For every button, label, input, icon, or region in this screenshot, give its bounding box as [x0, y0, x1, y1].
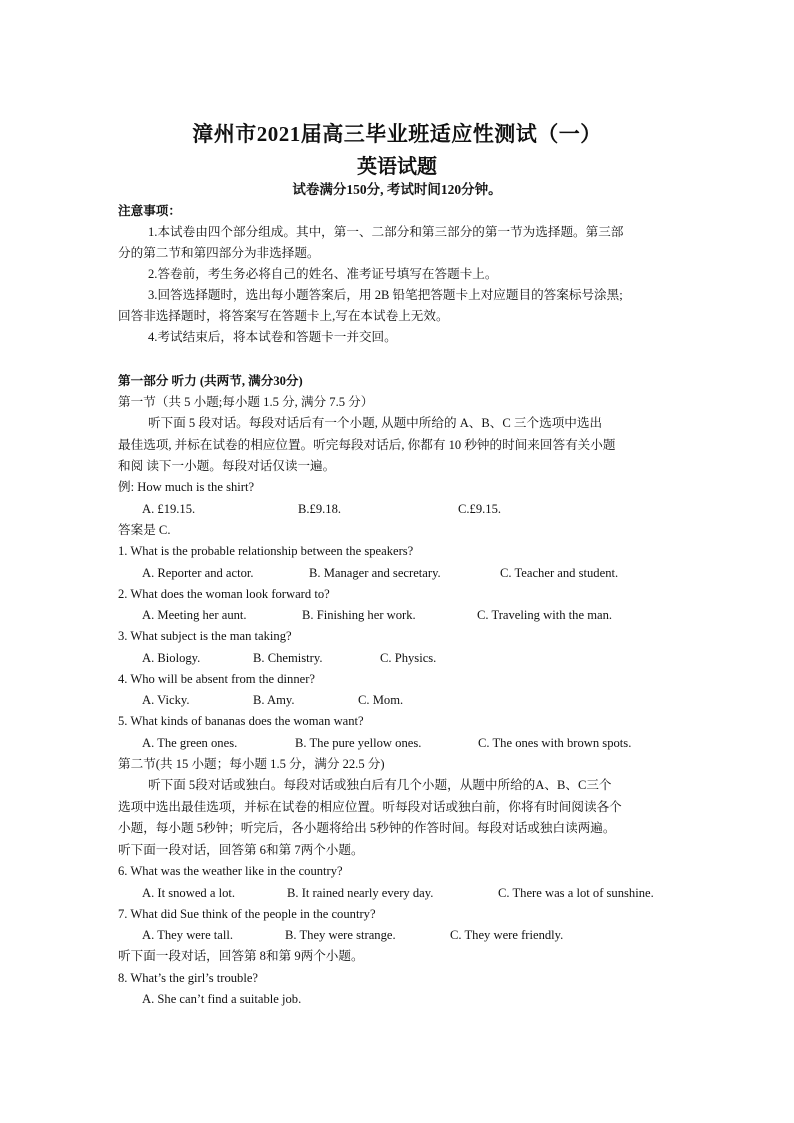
- group2-instructions: 听下面一段对话，回答第 8和第 9两个小题。: [118, 949, 364, 963]
- section1-instructions: 和阅 读下一小题。每段对话仅读一遍。: [118, 459, 336, 473]
- q4-option-b: B. Amy.: [253, 693, 295, 707]
- q2-option-a: A. Meeting her aunt.: [142, 608, 247, 622]
- question-6: 6. What was the weather like in the country?: [118, 864, 343, 878]
- subject-title: 英语试题: [357, 156, 437, 178]
- notice-item: 3.回答选择题时，选出每小题答案后，用 2B 铅笔把答题卡上对应题目的答案标号涂黑;: [148, 288, 623, 302]
- notice-item: 分的第二节和第四部分为非选择题。: [118, 246, 320, 260]
- question-3: 3. What subject is the man taking?: [118, 629, 292, 643]
- q5-option-c: C. The ones with brown spots.: [478, 736, 632, 750]
- q5-option-a: A. The green ones.: [142, 736, 238, 750]
- q7-option-b: B. They were strange.: [285, 928, 396, 942]
- q1-option-b: B. Manager and secretary.: [309, 566, 441, 580]
- notice-item: 1.本试卷由四个部分组成。其中，第一、二部分和第三部分的第一节为选择题。第三部: [148, 225, 624, 239]
- q5-option-b: B. The pure yellow ones.: [295, 736, 422, 750]
- question-2: 2. What does the woman look forward to?: [118, 587, 330, 601]
- q8-option-a: A. She can’t find a suitable job.: [142, 992, 302, 1006]
- example-option-c: C.£9.15.: [458, 502, 502, 516]
- question-7: 7. What did Sue think of the people in the country?: [118, 907, 376, 921]
- section2-instructions: 听下面 5段对话或独白。每段对话或独白后有几个小题，从题中所给的A、B、C三个: [148, 778, 612, 792]
- q6-option-a: A. It snowed a lot.: [142, 886, 236, 900]
- section1-instructions: 听下面 5 段对话。每段对话后有一个小题, 从题中所给的 A、B、C 三个选项中选出: [148, 416, 603, 430]
- group1-instructions: 听下面一段对话，回答第 6和第 7两个小题。: [118, 843, 364, 857]
- q4-option-a: A. Vicky.: [142, 693, 190, 707]
- section1-instructions: 最佳选项, 并标在试卷的相应位置。听完每段对话后, 你都有 10 秒钟的时间来回答有关小题: [118, 438, 616, 452]
- example-option-a: A. £19.15.: [142, 502, 196, 516]
- q6-option-b: B. It rained nearly every day.: [287, 886, 434, 900]
- q2-option-c: C. Traveling with the man.: [477, 608, 613, 622]
- q1-option-c: C. Teacher and student.: [500, 566, 619, 580]
- question-5: 5. What kinds of bananas does the woman want?: [118, 714, 364, 728]
- question-4: 4. Who will be absent from the dinner?: [118, 672, 316, 686]
- notice-heading: 注意事项：: [118, 204, 181, 218]
- page-title: 漳州市2021届高三毕业班适应性测试（一）: [192, 122, 602, 146]
- question-1: 1. What is the probable relationship between the speakers?: [118, 544, 414, 558]
- question-8: 8. What’s the girl’s trouble?: [118, 971, 259, 985]
- example-answer: 答案是 C.: [118, 523, 171, 537]
- q4-option-c: C. Mom.: [358, 693, 404, 707]
- notice-item: 4.考试结束后，将本试卷和答题卡一并交回。: [148, 330, 397, 344]
- q3-option-c: C. Physics.: [380, 651, 437, 665]
- q7-option-a: A. They were tall.: [142, 928, 234, 942]
- section1-heading: 第一节（共 5 小题;每小题 1.5 分, 满分 7.5 分）: [118, 395, 374, 409]
- q6-option-c: C. There was a lot of sunshine.: [498, 886, 654, 900]
- q7-option-c: C. They were friendly.: [450, 928, 564, 942]
- example-option-b: B.£9.18.: [298, 502, 342, 516]
- q1-option-a: A. Reporter and actor.: [142, 566, 254, 580]
- scoring-info: 试卷满分150分, 考试时间120分钟。: [292, 182, 502, 197]
- section2-instructions: 选项中选出最佳选项，并标在试卷的相应位置。听每段对话或独白前，你将有时间阅读各个: [118, 800, 622, 814]
- section2-heading: 第二节(共 15 小题；每小题 1.5 分，满分 22.5 分): [118, 757, 385, 771]
- q3-option-a: A. Biology.: [142, 651, 201, 665]
- notice-item: 2.答卷前，考生务必将自己的姓名、准考证号填写在答题卡上。: [148, 267, 498, 281]
- q3-option-b: B. Chemistry.: [253, 651, 323, 665]
- section2-instructions: 小题，每小题 5秒钟；听完后，各小题将给出 5秒钟的作答时间。每段对话或独白读两遍。: [118, 821, 616, 835]
- notice-item: 回答非选择题时，将答案写在答题卡上,写在本试卷上无效。: [118, 309, 449, 323]
- example-question: 例: How much is the shirt?: [118, 480, 255, 494]
- q2-option-b: B. Finishing her work.: [302, 608, 416, 622]
- part1-heading: 第一部分 听力 (共两节, 满分30分): [118, 374, 303, 388]
